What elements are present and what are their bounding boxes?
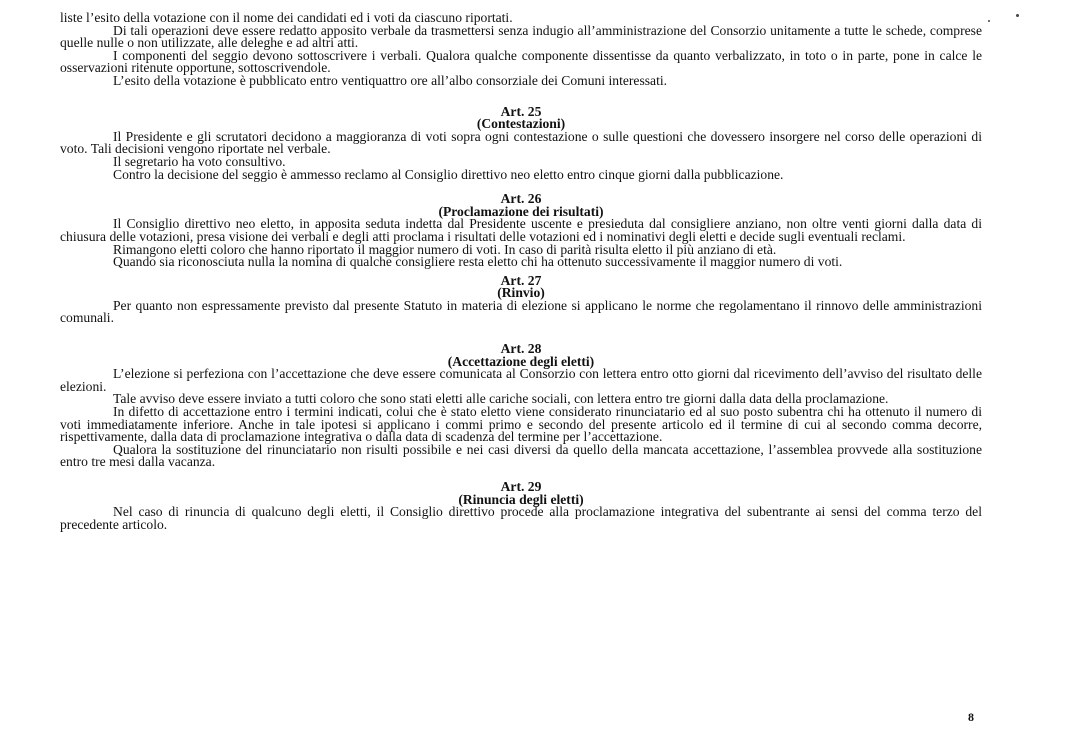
page-number: 8 (968, 710, 974, 724)
article-paragraph: Quando sia riconosciuta nulla la nomina di qualche consigliere resta eletto chi ha ottenuto successivamente il maggior numero di voti. (113, 254, 843, 270)
intro-paragraph: Di tali operazioni deve essere redatto apposito verbale da trasmettersi senza indugio all’amministrazione del Consorzio unitamente a tutte le schede, comprese quelle nulle o non utilizzate, alle deleghe e ad altri atti. (60, 22, 982, 51)
article-paragraph: Il segretario ha voto consultivo. (113, 153, 286, 169)
article-title: (Rinvio) (497, 285, 545, 301)
article-paragraph: Qualora la sostituzione del rinunciatario non risulti possibile e nei casi diversi da quello della mancata accettazione, l’assemblea provvede alla sostituzione entro tre mesi dalla vacanza. (60, 441, 982, 470)
article-title: (Proclamazione dei risultati) (438, 203, 604, 219)
article-paragraph: Nel caso di rinuncia di qualcuno degli eletti, il Consiglio direttivo procede alla proclamazione integrativa del subentrante ai sensi del comma terzo del precedente articolo. (60, 504, 982, 532)
article-title: (Contestazioni) (476, 116, 566, 132)
article-paragraph: Il Presidente e gli scrutatori decidono a maggioranza di voti sopra ogni contestazione o sulle questioni che dovessero insorgere nel corso delle operazioni di voto. Tali decisioni vengono riportate nel verbale. (60, 128, 982, 157)
article-title: (Accettazione degli eletti) (447, 353, 595, 369)
article-paragraph: Per quanto non espressamente previsto dal presente Statuto in materia di elezione si applicano le norme che regolamentano il rinnovo delle amministrazioni comunali. (60, 297, 982, 326)
scan-speck (1016, 14, 1019, 17)
article-26 (60, 193, 982, 269)
article-paragraph: Rimangono eletti coloro che hanno riportato il maggior numero di voti. In caso di parità risulta eletto il più anziano di età. (113, 241, 777, 257)
article-paragraph: Contro la decisione del seggio è ammesso reclamo al Consiglio direttivo neo eletto entro cinque giorni dalla pubblicazione. (113, 166, 784, 182)
article-27 (60, 272, 982, 326)
intro-paragraph: L’esito della votazione è pubblicato entro ventiquattro ore all’albo consorziale dei Comuni interessati. (113, 72, 668, 88)
scan-speck (988, 20, 990, 22)
article-paragraph: L’elezione si perfeziona con l’accettazione che deve essere comunicata al Consorzio con lettera entro otto giorni dal ricevimento dell’avviso del risultato delle elezioni. (60, 366, 982, 394)
article-title: (Rinuncia degli eletti) (458, 491, 584, 507)
article-number: Art. 28 (500, 341, 542, 357)
article-paragraph: Tale avviso deve essere inviato a tutti coloro che sono stati eletti alle cariche sociali, con lettera entro tre giorni dalla data della proclamazione. (113, 391, 889, 407)
article-28 (60, 343, 982, 469)
article-number: Art. 26 (500, 191, 542, 207)
intro-paragraph: I componenti del seggio devono sottoscrivere i verbali. Qualora qualche componente dissentisse da quanto verbalizzato, in toto o in parte, pone in calce le osservazioni ritenute opportune, sottoscrivendole. (60, 47, 982, 76)
article-number: Art. 29 (500, 479, 542, 494)
article-paragraph: In difetto di accettazione entro i termini indicati, colui che è stato eletto viene considerato rinunciatario ed al suo posto subentra chi ha ottenuto il numero di voti immediatamente inferiore. Anche in tale ipotesi si applicano i commi primo e secondo del presente articolo ed il termine di cui al secondo comma decorre, rispettivamente, dalla data di proclamazione integrativa o dalla data di scadenza del termine per l’accettazione. (60, 404, 982, 445)
article-paragraph: Il Consiglio direttivo neo eletto, in apposita seduta indetta dal Presidente uscente e presieduta dal consigliere anziano, non oltre venti giorni dalla data di chiusura delle votazioni, presa visione dei verbali e degli atti proclama i risultati delle votazioni ed i nominativi degli eletti e decide sugli eventuali reclami. (60, 216, 982, 244)
article-25 (60, 103, 982, 182)
article-number: Art. 25 (500, 103, 542, 119)
article-29 (60, 481, 982, 531)
article-number: Art. 27 (500, 272, 542, 288)
document-body (60, 12, 982, 531)
intro-paragraph: liste l’esito della votazione con il nome dei candidati ed i voti da ciascuno riportati. (60, 10, 513, 25)
